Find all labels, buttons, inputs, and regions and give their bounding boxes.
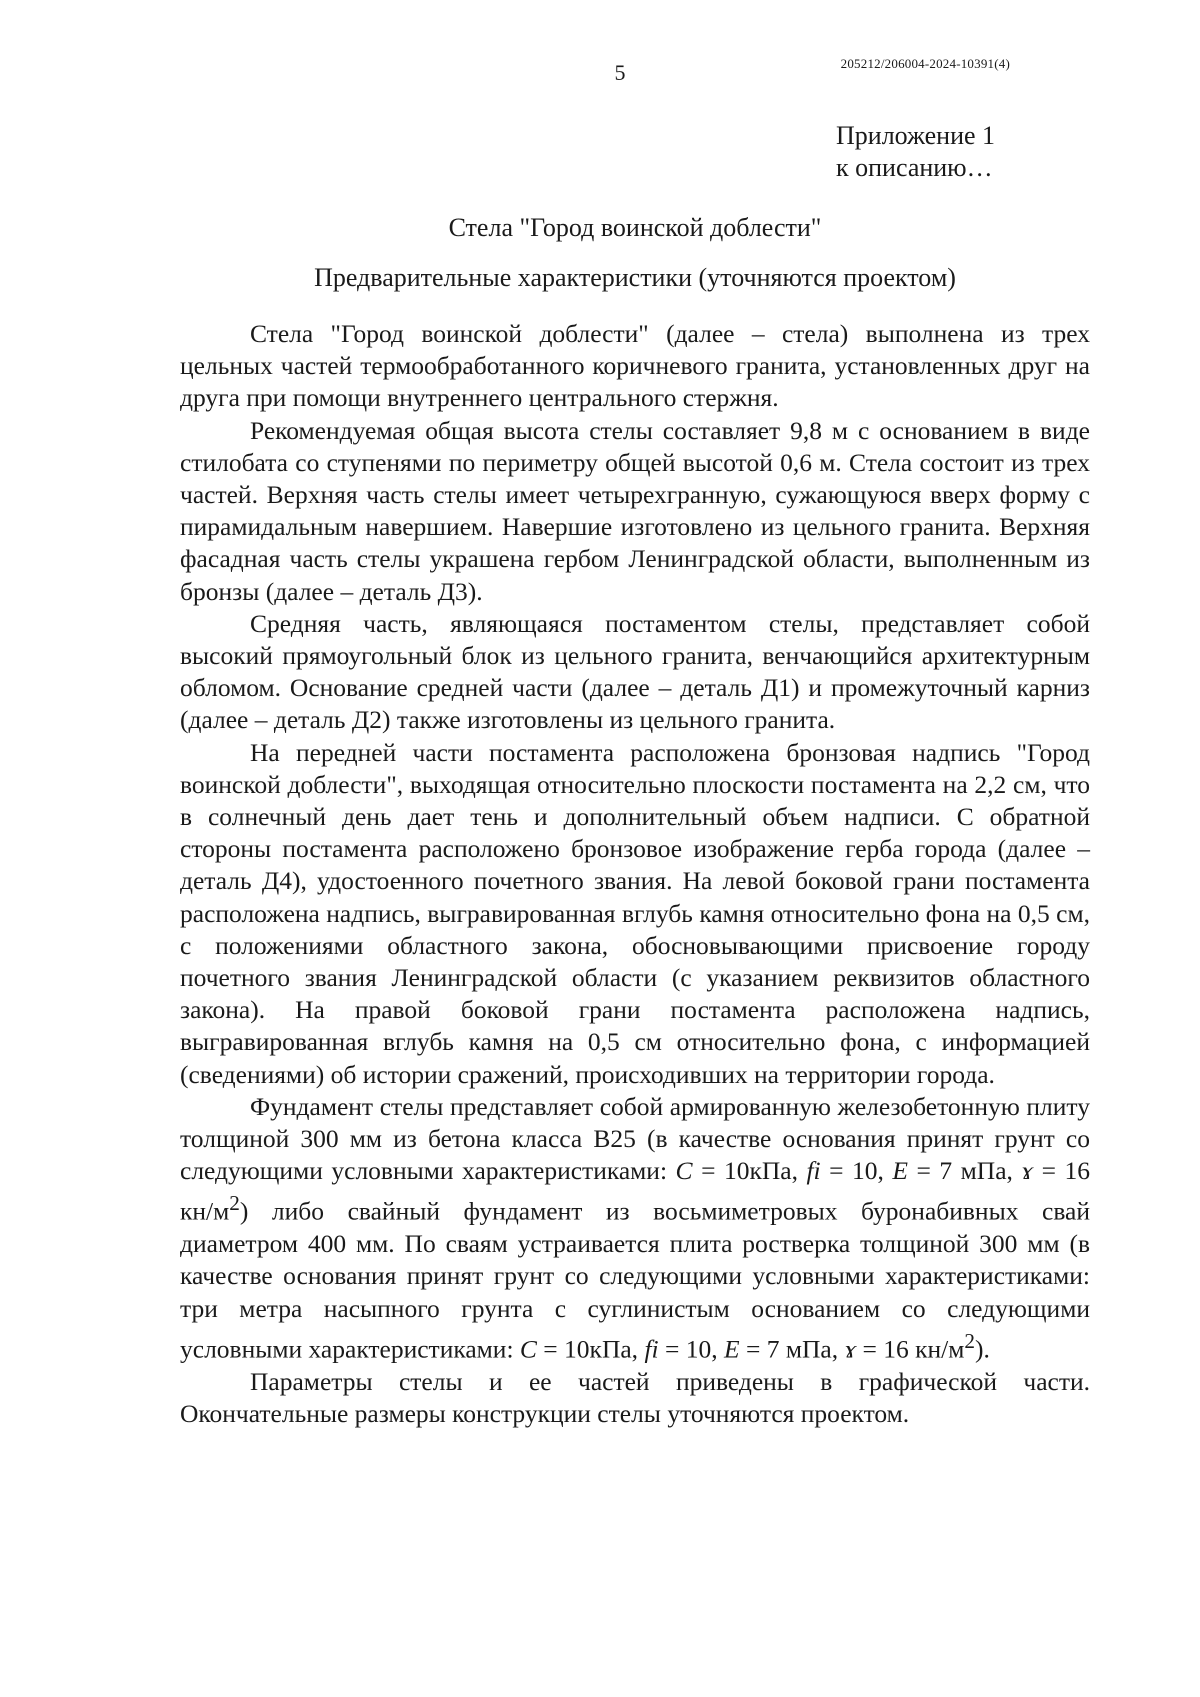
p5-text-e: = 16 кн/м [180, 1156, 1090, 1226]
symbol-e: E [724, 1334, 740, 1364]
paragraph-2: Рекомендуемая общая высота стелы составляет 9,8 м с основанием в виде стилобата со ступенями по периметру общей высотой 0,6 м. Стела состоит из трех частей. Верхняя часть стелы имеет четырехгранную, сужающуюся вверх форму с пирамидальным навершием. Навершие изготовлено из цельного гранита. Верхняя фасадная часть стелы украшена гербом Ленинградской области, выполненным из бронзы (далее – деталь Д3). [180, 415, 1090, 606]
p5-text-k: ). [975, 1334, 990, 1364]
p5-text-c: = 10, [820, 1156, 893, 1186]
p5-text-h: = 10, [658, 1334, 724, 1364]
page-number: 5 [614, 60, 626, 85]
appendix-note [836, 120, 995, 184]
paragraph-6: Параметры стелы и ее частей приведены в графической части. Окончательные размеры конструкции стелы уточняются проектом. [180, 1366, 1090, 1428]
symbol-c: C [519, 1334, 537, 1364]
paragraph-4: На передней части постамента расположена бронзовая надпись "Город воинской доблести", выходящая относительно плоскости постамента на 2,2 см, что в солнечный день дает тень и дополнительный объем надписи. С обратной стороны постамента расположено бронзовое изображение герба города (далее – деталь Д4), удостоенного почетного звания. На левой боковой грани постамента расположена надпись, выгравированная вглубь камня относительно фона на 0,5 см, с положениями областного закона, обосновывающими присвоение городу почетного звания Ленинградской области (с указанием реквизитов областного закона). На правой боковой грани постамента расположена надпись, выгравированная вглубь камня на 0,5 см относительно фона, с информацией (сведениями) об истории сражений, происходивших на территории города. [180, 737, 1090, 1089]
symbol-fi: fi [644, 1334, 659, 1364]
document-title: Стела "Город воинской доблести" [448, 213, 822, 242]
symbol-gamma: ɤ [1021, 1156, 1034, 1186]
p5-text-i: = 7 мПа, [739, 1334, 845, 1364]
document-body [180, 318, 1090, 1430]
symbol-gamma: ɤ [844, 1334, 857, 1364]
superscript: 2 [964, 1328, 976, 1353]
p5-text-a: Фундамент стелы представляет собой армированную железобетонную плиту толщиной 300 мм из бетона класса В25 (в качестве основания принят грунт со следующими условными характеристиками: [180, 1091, 1090, 1186]
p5-text-g: = 10кПа, [536, 1334, 645, 1364]
document-subtitle: Предварительные характеристики (уточняются проектом) [314, 263, 956, 292]
symbol-e: E [892, 1156, 908, 1186]
document-id: 205212/206004-2024-10391(4) [840, 56, 1010, 71]
appendix-line-2: к описанию… [836, 153, 993, 182]
p5-text-f: ) либо свайный фундамент из восьмиметровых буронабивных свай диаметром 400 мм. По сваям устраивается плита ростверка толщиной 300 мм (в качестве основания принят грунт со следующими условными характеристиками: три метра насыпного грунта с суглинистым основанием со следующими условными характеристиками: [180, 1196, 1090, 1364]
appendix-line-1: Приложение 1 [836, 121, 996, 150]
p5-text-b: = 10кПа, [692, 1156, 807, 1186]
paragraph-5 [180, 1091, 1090, 1366]
paragraph-1: Стела "Город воинской доблести" (далее – стела) выполнена из трех цельных частей термообработанного коричневого гранита, установленных друг на друга при помощи внутреннего центрального стержня. [180, 319, 1090, 413]
p5-text-j: = 16 кн/м [856, 1334, 965, 1364]
symbol-c: C [675, 1156, 693, 1186]
symbol-fi: fi [806, 1156, 821, 1186]
p5-text-d: = 7 мПа, [908, 1156, 1022, 1186]
superscript: 2 [229, 1191, 240, 1216]
paragraph-3: Средняя часть, являющаяся постаментом стелы, представляет собой высокий прямоугольный блок из цельного гранита, венчающийся архитектурным обломом. Основание средней части (далее – деталь Д1) и промежуточный карниз (далее – деталь Д2) также изготовлены из цельного гранита. [180, 608, 1090, 735]
